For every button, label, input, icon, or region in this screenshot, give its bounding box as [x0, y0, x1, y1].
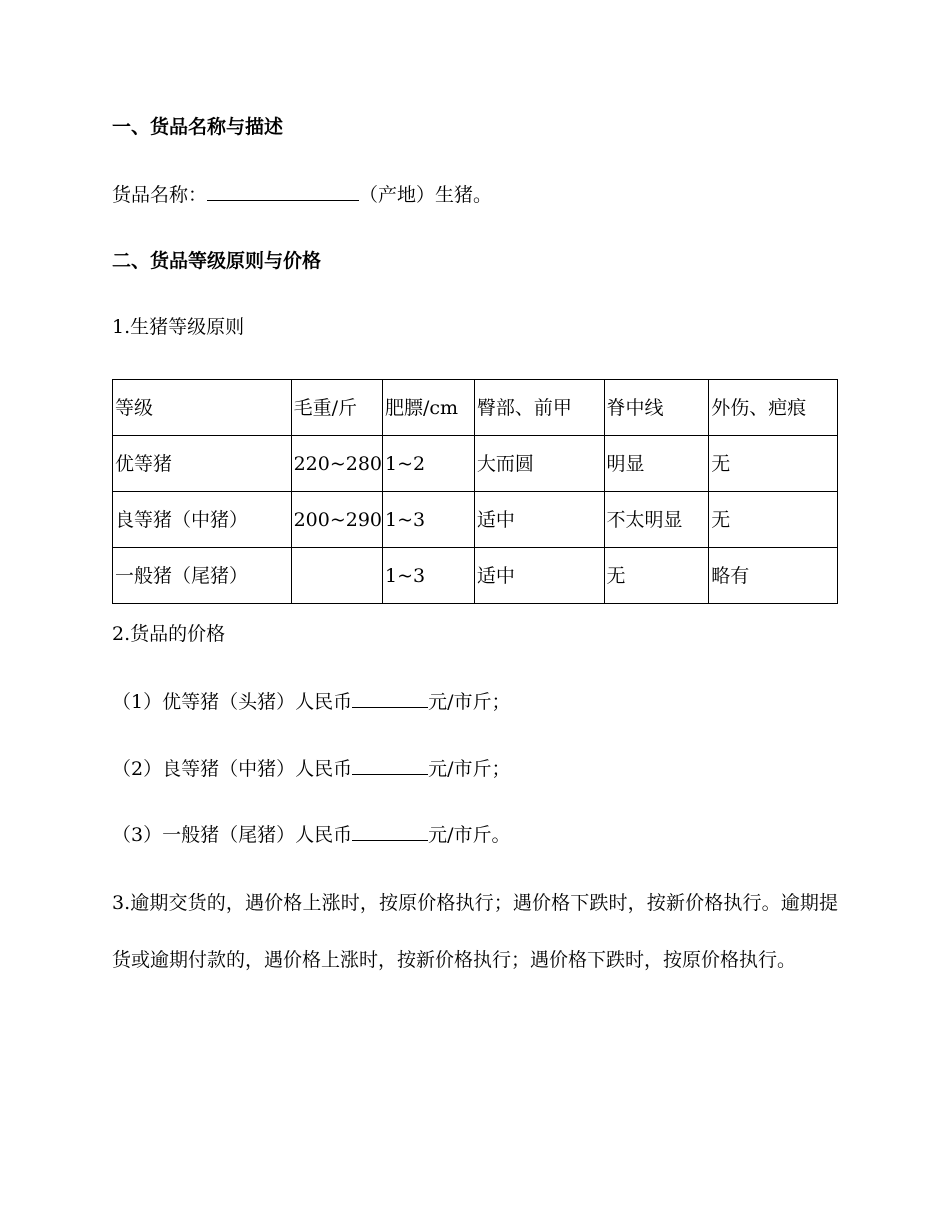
table-cell: 1~3: [383, 492, 475, 548]
section-heading-goods-name: 一、货品名称与描述: [112, 116, 284, 138]
table-cell: 200~290: [291, 492, 382, 548]
price-line-3: [112, 822, 511, 847]
price-line-prefix: （1）优等猪（头猪）人民币: [112, 691, 353, 713]
table-cell: 1~2: [383, 436, 475, 492]
price-line-prefix: （3）一般猪（尾猪）人民币: [112, 824, 353, 846]
table-cell: 优等猪: [113, 436, 292, 492]
table-cell: 适中: [474, 492, 604, 548]
table-cell: 适中: [474, 548, 604, 604]
goods-name-suffix: （产地）生猪。: [359, 184, 493, 206]
table-cell: [291, 548, 382, 604]
goods-name-line: [112, 182, 492, 207]
table-cell: 220~280: [291, 436, 382, 492]
grade-table: [112, 379, 838, 604]
table-cell: 明显: [604, 436, 709, 492]
table-cell: 不太明显: [604, 492, 709, 548]
subheading-price: 2.货品的价格: [112, 623, 226, 645]
header-cell: 外伤、疤痕: [709, 380, 838, 436]
subheading-grade-standard: 1.生猪等级原则: [112, 316, 245, 338]
table-cell: 无: [604, 548, 709, 604]
section-heading-grade-price: 二、货品等级原则与价格: [112, 250, 322, 272]
price-line-1: [112, 689, 511, 714]
goods-name-label: 货品名称：: [112, 184, 208, 206]
price-line-suffix: 元/市斤；: [428, 758, 511, 780]
table-row: [113, 492, 838, 548]
table-row: [113, 436, 838, 492]
price-blank-3[interactable]: [352, 822, 428, 841]
goods-name-blank[interactable]: [207, 182, 359, 201]
header-cell: 脊中线: [604, 380, 709, 436]
header-cell: 肥膘/cm: [383, 380, 475, 436]
table-cell: 无: [709, 436, 838, 492]
table-row: [113, 548, 838, 604]
table-cell: 一般猪（尾猪）: [113, 548, 292, 604]
header-cell: 等级: [113, 380, 292, 436]
header-cell: 臀部、前甲: [474, 380, 604, 436]
price-line-suffix: 元/市斤。: [428, 824, 511, 846]
table-cell: 1~3: [383, 548, 475, 604]
table-header-row: [113, 380, 838, 436]
price-line-prefix: （2）良等猪（中猪）人民币: [112, 758, 353, 780]
price-line-suffix: 元/市斤；: [428, 691, 511, 713]
table-cell: 良等猪（中猪）: [113, 492, 292, 548]
table-cell: 略有: [709, 548, 838, 604]
clause-overdue-pricing: 3.逾期交货的，遇价格上涨时，按原价格执行；遇价格下跌时，按新价格执行。逾期提货或逾期付款的，遇价格上涨时，按新价格执行；遇价格下跌时，按原价格执行。: [112, 892, 838, 971]
table-cell: 无: [709, 492, 838, 548]
price-line-2: [112, 756, 511, 781]
table-cell: 大而圆: [474, 436, 604, 492]
header-cell: 毛重/斤: [291, 380, 382, 436]
price-blank-2[interactable]: [352, 756, 428, 775]
price-blank-1[interactable]: [352, 689, 428, 708]
